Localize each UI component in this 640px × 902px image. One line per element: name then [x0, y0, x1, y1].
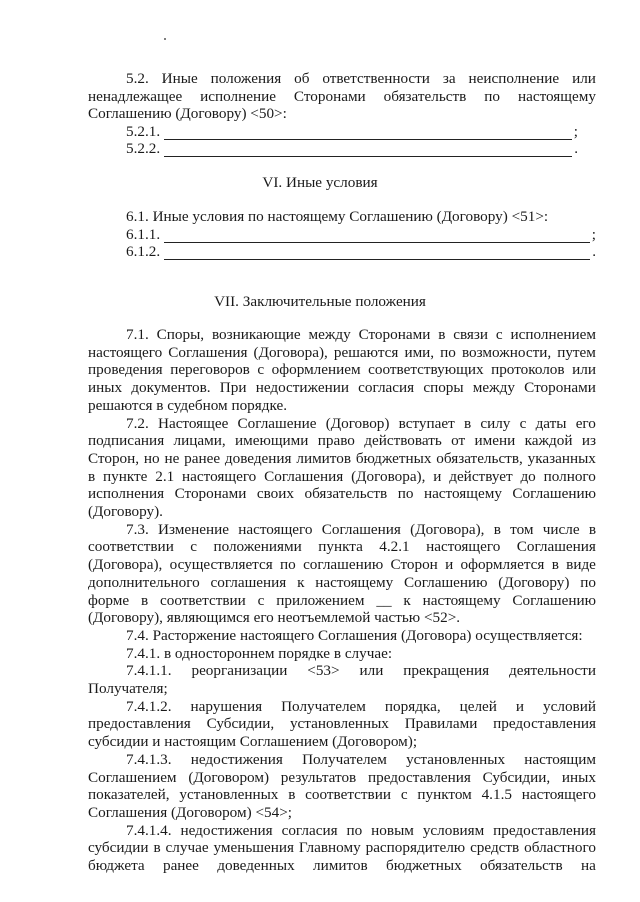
word: с — [400, 786, 408, 804]
word: 5.2. — [126, 70, 149, 87]
section-7-line — [88, 786, 596, 803]
word: обязательств — [480, 857, 563, 874]
field-terminator: . — [592, 243, 596, 260]
paragraph-5-2-line-3: Соглашению (Договору) <50>: — [88, 105, 287, 122]
word: с — [190, 538, 198, 556]
word: обязательств — [383, 88, 467, 105]
word: установленных — [406, 750, 506, 768]
word: виде — [566, 556, 596, 574]
section-7-line: 7.4.1. в одностороннем порядке в случае: — [126, 644, 393, 662]
word: доведенных — [217, 857, 295, 874]
word: 7.4.1.3. — [126, 750, 172, 768]
word: в — [288, 786, 296, 804]
word: неисполнение — [468, 70, 560, 87]
word: настоящего — [88, 343, 163, 361]
word: обязательств, — [436, 449, 523, 467]
field-label: 6.1.2. — [126, 243, 161, 260]
section-7-line — [88, 592, 596, 609]
word: в — [88, 467, 96, 485]
word: настоящего — [182, 467, 257, 485]
word: результатов — [280, 768, 357, 786]
word: предоставления — [493, 821, 596, 839]
section-7-line — [88, 468, 596, 485]
field-label: 5.2.2. — [126, 140, 161, 157]
word: приложением — [276, 591, 365, 609]
word: Сторонами — [174, 485, 247, 503]
word: настоящего — [426, 538, 501, 556]
word: 7.1. — [126, 326, 149, 343]
word: переговоров — [170, 361, 250, 379]
word: условиям — [422, 821, 485, 839]
word: его — [575, 414, 596, 432]
word: (Договора), — [253, 343, 328, 361]
section-7-line — [126, 698, 596, 715]
section-7-line — [126, 822, 596, 839]
word: Соглашению — [403, 573, 488, 591]
section-7-line — [88, 538, 596, 555]
word: в — [551, 556, 559, 574]
word: Правилами — [404, 715, 478, 733]
word: Соглашению — [512, 485, 596, 503]
word: случае — [165, 839, 209, 857]
paragraph-5-2-line-2 — [88, 88, 596, 105]
field-terminator: ; — [573, 123, 578, 140]
word: подписания — [88, 432, 165, 450]
word: бюджетных — [386, 857, 462, 874]
word: 7.2. — [126, 414, 149, 432]
section-7-line: (Договору), являющимся его неотъемлемой частью <52>. — [88, 609, 461, 627]
section-7-line — [126, 751, 596, 768]
blank-line — [164, 125, 572, 140]
word: Главному — [298, 839, 361, 857]
field-6-1-1 — [126, 226, 596, 243]
word: даты — [535, 414, 567, 432]
word: документов. — [131, 379, 211, 397]
blank-line — [164, 245, 590, 260]
word: силу — [480, 414, 511, 432]
word: пунктом — [417, 786, 472, 804]
word: ненадлежащее — [88, 88, 183, 105]
word: установленных — [179, 786, 279, 804]
section-7-line — [126, 521, 596, 538]
word: в — [140, 591, 149, 609]
word: (Договора), — [88, 556, 163, 574]
word: Соглашения — [321, 520, 401, 538]
word: и — [445, 556, 454, 574]
word: Сторонами — [358, 326, 431, 343]
section-7-line — [88, 839, 596, 856]
word: При — [219, 379, 247, 397]
word: порядка, — [384, 697, 441, 715]
field-terminator: ; — [591, 226, 596, 243]
word: Настоящее — [157, 414, 229, 432]
word: реорганизации — [191, 662, 288, 680]
word: распорядителю — [365, 839, 466, 857]
word: установленных — [289, 715, 389, 733]
word: действовать — [364, 432, 442, 450]
word: вступает — [398, 414, 455, 432]
word: 7.4.1.1. — [126, 662, 172, 680]
word: Изменение — [158, 520, 229, 538]
section-7-line — [126, 662, 596, 679]
word: Соглашением — [88, 768, 177, 786]
word: и — [515, 697, 525, 715]
word: целей — [459, 697, 497, 715]
word: предоставления — [88, 715, 191, 733]
word: субсидии — [88, 839, 149, 857]
field-5-2-2 — [126, 140, 578, 157]
word: ранее — [162, 857, 199, 874]
word: споры — [423, 379, 464, 397]
word: условий — [543, 697, 596, 715]
word: недостижения — [180, 821, 273, 839]
word: положениями — [213, 538, 302, 556]
section-7-line — [88, 857, 596, 874]
word: с — [257, 361, 265, 379]
word: (Договору) — [498, 573, 570, 591]
word: деятельности — [509, 662, 596, 680]
word: средств — [470, 839, 520, 857]
word: с — [257, 591, 265, 609]
word: (Договора), — [410, 520, 485, 538]
word: своих — [256, 485, 294, 503]
word: полного — [543, 467, 596, 485]
section-7-line: 7.4. Расторжение настоящего Соглашения (Договора) осуществляется: — [126, 626, 583, 644]
section-7-line — [88, 344, 596, 361]
word: прекращения — [403, 662, 490, 680]
word: (Договора), — [351, 467, 426, 485]
word: 4.2.1 — [379, 538, 410, 556]
word: 7.4.1.2. — [126, 697, 172, 715]
section-7-heading: VII. Заключительные положения — [214, 293, 426, 310]
section-7-line — [88, 556, 596, 573]
word: или — [572, 70, 596, 87]
word: согласия — [281, 821, 338, 839]
word: в — [493, 520, 501, 538]
word: нарушения — [190, 697, 263, 715]
word: бюджета — [88, 857, 145, 874]
word: каждой — [524, 432, 573, 450]
word: или — [572, 361, 596, 379]
word: с — [495, 326, 503, 343]
word: пункта — [318, 538, 363, 556]
word: предоставления — [368, 768, 471, 786]
field-label: 6.1.1. — [126, 226, 161, 243]
word: бюджетных — [355, 449, 432, 467]
word: между — [308, 326, 351, 343]
word: настоящим — [524, 750, 596, 768]
word: не — [164, 449, 180, 467]
word: Субсидии, — [206, 715, 275, 733]
word: соглашению — [303, 556, 384, 574]
section-7-line — [126, 415, 596, 432]
word: ими, — [404, 343, 435, 361]
word: по — [484, 88, 501, 105]
word: (Договором) — [188, 768, 270, 786]
word: по — [397, 485, 414, 503]
word: Сторон — [390, 556, 438, 574]
word: дополнительного — [88, 573, 200, 591]
word: показателей, — [88, 786, 170, 804]
word: <53> — [307, 662, 340, 680]
section-7-line — [88, 432, 596, 449]
word: связи — [453, 326, 489, 343]
section-7-line — [88, 450, 596, 467]
word: Сторон, — [88, 449, 140, 467]
word: 7.3. — [126, 520, 149, 538]
blank-line — [164, 142, 572, 157]
word: Иные — [161, 70, 198, 87]
word: пункте — [103, 467, 148, 485]
word: имеющими — [235, 432, 309, 450]
word: возникающие — [211, 326, 301, 343]
scan-speck — [164, 38, 166, 40]
word: Соглашение — [237, 414, 317, 432]
word: Соглашению — [512, 591, 596, 609]
word: Соглашения — [168, 343, 248, 361]
word: соответствии — [305, 786, 391, 804]
word: в — [438, 326, 446, 343]
word: 7.4.1.4. — [126, 821, 172, 839]
word: соответствии — [88, 538, 174, 556]
word: из — [581, 432, 596, 450]
word: новым — [371, 821, 414, 839]
word: лицами, — [173, 432, 226, 450]
section-7-line — [88, 715, 596, 732]
word: право — [317, 432, 355, 450]
section-7-line: (Договору). — [88, 503, 163, 520]
section-7-line — [88, 379, 596, 396]
word: иных — [561, 768, 596, 786]
word: по — [580, 573, 596, 591]
field-label: 5.2.1. — [126, 123, 161, 140]
word: оформляется — [460, 556, 545, 574]
word: соглашения — [210, 573, 287, 591]
word: Сторонами — [524, 379, 596, 397]
word: лимитов — [296, 449, 352, 467]
word: по — [280, 556, 296, 574]
section-7-line: Соглашения (Договором) <54>; — [88, 803, 292, 821]
word: положения — [210, 70, 282, 87]
word: Сторонами — [293, 88, 366, 105]
paragraph-6-1: 6.1. Иные условия по настоящему Соглашению (Договору) <51>: — [126, 208, 549, 225]
word: недостижения — [190, 750, 283, 768]
word: настоящему — [517, 88, 596, 105]
word: настоящему — [315, 573, 394, 591]
word: __ — [376, 591, 392, 609]
word: числе — [542, 520, 580, 538]
word: между — [472, 379, 515, 397]
word: на — [581, 857, 596, 874]
word: Соглашения — [516, 538, 596, 556]
word: Споры, — [156, 326, 205, 343]
word: Получателем — [302, 750, 387, 768]
field-5-2-1 — [126, 123, 578, 140]
word: имени — [474, 432, 516, 450]
word: Соглашения — [264, 467, 344, 485]
word: от — [451, 432, 466, 450]
word: в — [588, 520, 596, 538]
word: настоящему — [422, 591, 501, 609]
word: форме — [88, 591, 130, 609]
word: за — [442, 70, 456, 87]
word: до — [520, 467, 536, 485]
word: к — [297, 573, 305, 591]
word: возможности, — [461, 343, 552, 361]
word: указанных — [527, 449, 596, 467]
word: об — [294, 70, 310, 87]
field-6-1-2 — [126, 243, 596, 260]
section-7-line — [126, 326, 596, 343]
word: оформлением — [271, 361, 361, 379]
word: исполнение — [200, 88, 276, 105]
word: осуществляется — [169, 556, 273, 574]
word: по — [346, 821, 363, 839]
section-7-line — [88, 361, 596, 378]
word: настоящего — [238, 520, 313, 538]
word: но — [143, 449, 160, 467]
word: обязательств — [304, 485, 388, 503]
word: Субсидии, — [482, 768, 551, 786]
word: недостижении — [255, 379, 349, 397]
word: в — [463, 414, 472, 432]
section-7-line — [88, 485, 596, 502]
word: том — [510, 520, 534, 538]
word: настоящего — [521, 786, 596, 804]
section-7-line — [88, 574, 596, 591]
word: ответственности — [322, 70, 430, 87]
word: Получателем — [281, 697, 366, 715]
word: путем — [557, 343, 596, 361]
word: проведения — [88, 361, 163, 379]
word: областного — [524, 839, 596, 857]
word: протоколов — [491, 361, 565, 379]
word: 4.1.5 — [481, 786, 512, 804]
word: иных — [88, 379, 123, 397]
section-7-line: решаются в судебном порядке. — [88, 396, 288, 414]
word: ранее — [184, 449, 221, 467]
section-7-line: субсидии и настоящим Соглашением (Договором); — [88, 733, 418, 751]
word: или — [359, 662, 384, 680]
section-6-heading: VI. Иные условия — [262, 174, 378, 191]
paragraph-5-2-line-1 — [126, 70, 596, 87]
section-7-line — [88, 769, 596, 786]
word: лимитов — [313, 857, 368, 874]
word: действует — [449, 467, 513, 485]
word: соответствующих — [368, 361, 484, 379]
word: соответствии — [159, 591, 246, 609]
word: к — [403, 591, 411, 609]
field-terminator: . — [574, 140, 578, 157]
word: и — [433, 467, 442, 485]
word: с — [519, 414, 527, 432]
blank-line — [164, 228, 590, 243]
word: исполнением — [510, 326, 596, 343]
word: исполнения — [88, 485, 165, 503]
word: доведения — [224, 449, 292, 467]
word: (Договор) — [325, 414, 390, 432]
section-7-line: Получателя; — [88, 680, 168, 697]
word: по — [440, 343, 456, 361]
word: уменьшения — [213, 839, 294, 857]
word: в — [153, 839, 161, 857]
word: предоставления — [493, 715, 596, 733]
word: 2.1 — [155, 467, 175, 485]
word: решаются — [333, 343, 399, 361]
word: настоящему — [423, 485, 502, 503]
word: согласия — [358, 379, 415, 397]
